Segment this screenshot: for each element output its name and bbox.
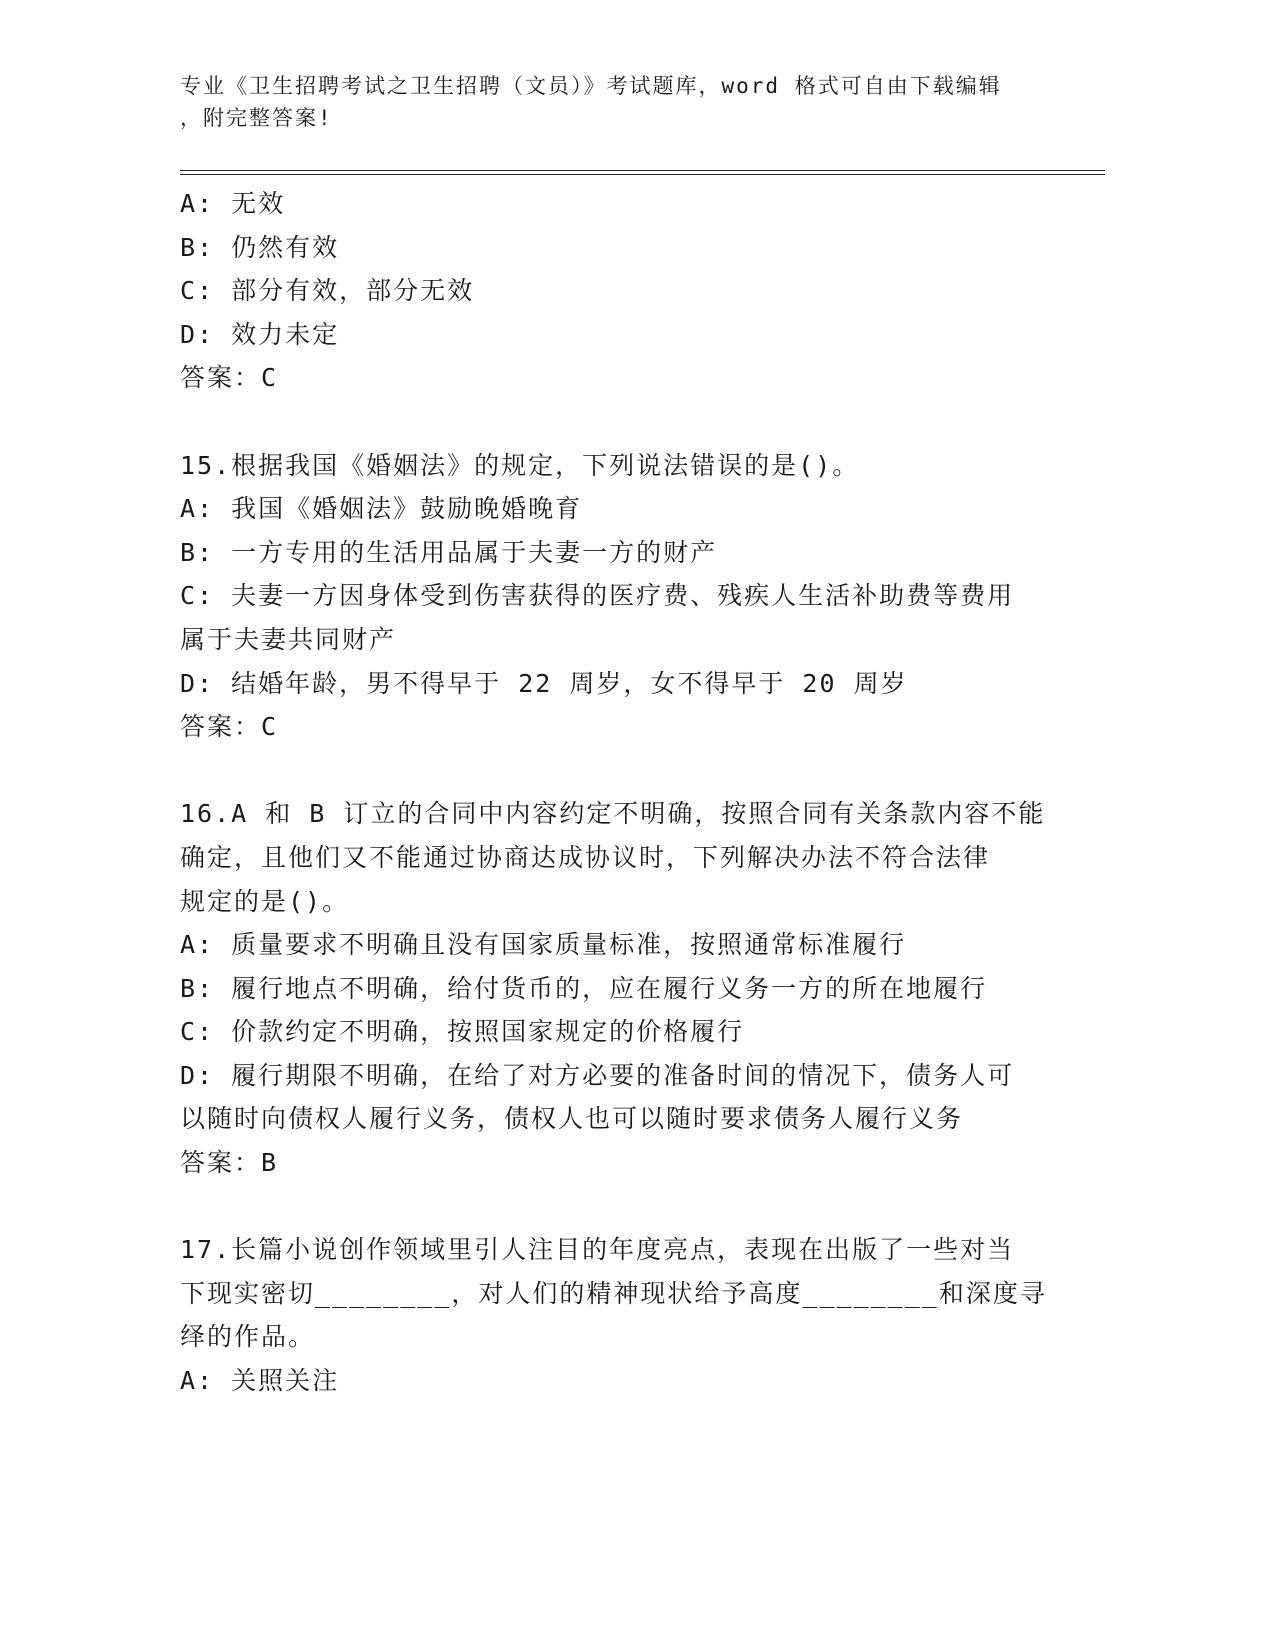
spacer bbox=[180, 400, 1040, 444]
option-d: D: 结婚年龄，男不得早于 22 周岁，女不得早于 20 周岁 bbox=[180, 668, 908, 698]
option-a: A: 无效 bbox=[180, 189, 286, 218]
question-stem-line-2: 下现实密切________，对人们的精神现状给予高度________和深度寻 bbox=[180, 1278, 1047, 1308]
option-c-continued: 属于夫妻共同财产 bbox=[180, 624, 397, 654]
question-stem: 15.根据我国《婚姻法》的规定，下列说法错误的是()。 bbox=[180, 450, 860, 480]
question-17 bbox=[180, 1228, 1047, 1402]
question-16 bbox=[180, 792, 1046, 1184]
question-stem-line-3: 绎的作品。 bbox=[180, 1322, 316, 1352]
question-14 bbox=[180, 182, 1040, 400]
document-header bbox=[180, 70, 1040, 134]
header-line-1: 专业《卫生招聘考试之卫生招聘（文员）》考试题库，word 格式可自由下载编辑 bbox=[180, 74, 1002, 98]
answer: 答案：C bbox=[180, 712, 279, 742]
spacer bbox=[180, 749, 1040, 793]
option-c: C: 价款约定不明确，按照国家规定的价格履行 bbox=[180, 1017, 745, 1047]
question-15 bbox=[180, 444, 1040, 749]
option-d: D: 效力未定 bbox=[180, 319, 340, 349]
option-d-continued: 以随时向债权人履行义务，债权人也可以随时要求债务人履行义务 bbox=[180, 1104, 964, 1134]
header-line-2: ，附完整答案! bbox=[180, 106, 333, 130]
question-list bbox=[180, 182, 1047, 1403]
option-b: B: 仍然有效 bbox=[180, 232, 340, 262]
question-stem-line-1: 16.A 和 B 订立的合同中内容约定不明确，按照合同有关条款内容不能 bbox=[180, 799, 1046, 829]
answer: 答案：C bbox=[180, 363, 279, 393]
header-divider-top bbox=[180, 170, 1105, 171]
question-stem-line-2: 确定，且他们又不能通过协商达成协议时，下列解决办法不符合法律 bbox=[180, 842, 991, 872]
option-c: C: 部分有效，部分无效 bbox=[180, 276, 475, 306]
option-a: A: 质量要求不明确且没有国家质量标准，按照通常标准履行 bbox=[180, 930, 907, 960]
question-stem-line-1: 17.长篇小说创作领域里引人注目的年度亮点，表现在出版了一些对当 bbox=[180, 1235, 1015, 1265]
answer: 答案：B bbox=[180, 1148, 279, 1178]
option-a: A: 关照关注 bbox=[180, 1366, 340, 1396]
spacer bbox=[180, 1185, 1040, 1229]
option-c: C: 夫妻一方因身体受到伤害获得的医疗费、残疾人生活补助费等费用 bbox=[180, 581, 1015, 611]
question-stem-line-3: 规定的是()。 bbox=[180, 886, 350, 916]
option-d: D: 履行期限不明确，在给了对方必要的准备时间的情况下，债务人可 bbox=[180, 1060, 1015, 1090]
option-a: A: 我国《婚姻法》鼓励晚婚晚育 bbox=[180, 494, 583, 524]
option-b: B: 一方专用的生活用品属于夫妻一方的财产 bbox=[180, 537, 718, 567]
header-divider-bottom bbox=[180, 174, 1105, 175]
option-b: B: 履行地点不明确，给付货币的，应在履行义务一方的所在地履行 bbox=[180, 973, 988, 1003]
